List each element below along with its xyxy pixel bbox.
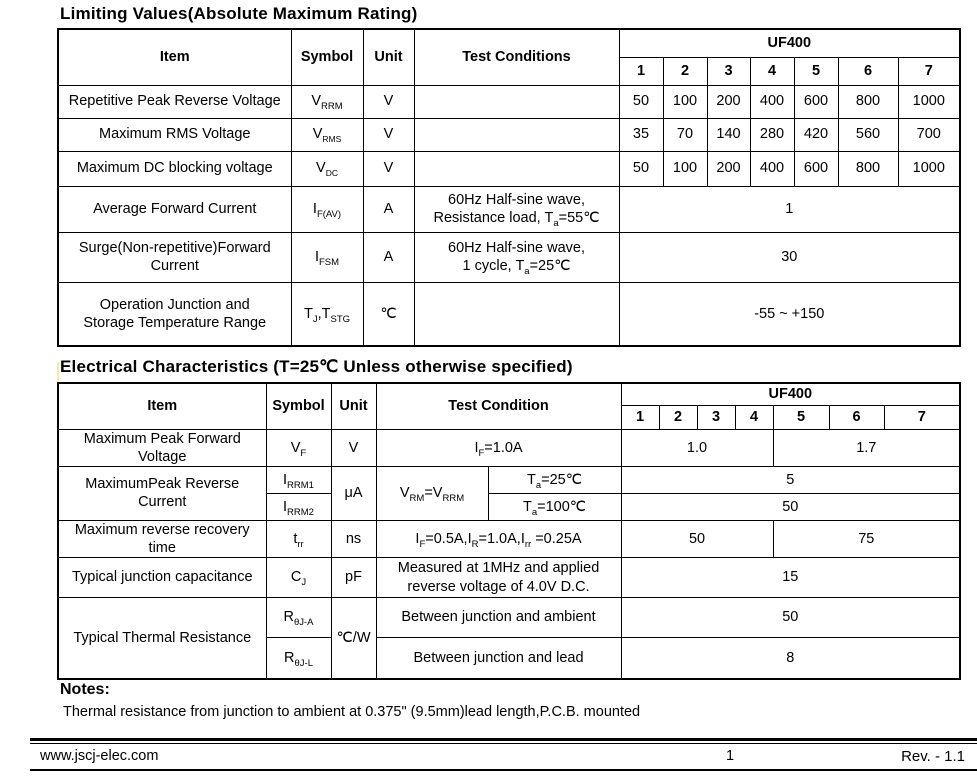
symbol-cell: $R_{\theta J-L}$ — [266, 638, 331, 679]
test-cell: $I_F=1.0A$ — [376, 429, 621, 466]
value-cell: 30 — [619, 232, 960, 282]
value-cell: 70 — [663, 118, 707, 151]
table-header-row — [58, 383, 960, 405]
table-row — [58, 520, 960, 557]
footer-page-number: 1 — [725, 748, 735, 764]
unit-cell: V — [363, 85, 414, 118]
item-cell: Operation Junction and Storage Temperature Range — [58, 282, 291, 346]
test-cell: $V_{RM}=V_{RRM}$ — [376, 466, 488, 520]
variant-col-4: 4 — [750, 57, 794, 85]
test-cell — [414, 118, 619, 151]
value-cell: 600 — [794, 85, 838, 118]
variant-col-4: 4 — [735, 405, 773, 429]
variant-col-5: 5 — [773, 405, 829, 429]
unit-cell: μA — [331, 466, 376, 520]
variant-col-3: 3 — [707, 57, 750, 85]
value-cell: 5 — [621, 466, 960, 493]
test-cell: $I_F=0.5A,I_R=1.0A,I_{rr} =0.25A$ — [376, 520, 621, 557]
item-cell: Maximum Peak Forward Voltage — [58, 429, 266, 466]
unit-cell: ns — [331, 520, 376, 557]
variant-col-2: 2 — [659, 405, 697, 429]
test-cell — [414, 282, 619, 346]
test-condition-cell: $T_a=100℃$ — [488, 493, 621, 520]
value-cell: -55 ~ +150 — [619, 282, 960, 346]
col-header-unit: Unit — [363, 29, 414, 85]
item-cell: Maximum RMS Voltage — [58, 118, 291, 151]
value-cell: 1.7 — [773, 429, 960, 466]
table-row — [58, 466, 960, 493]
section-title-limiting-values: Limiting Values(Absolute Maximum Rating) — [60, 4, 418, 23]
table-row — [58, 118, 960, 151]
value-cell: 200 — [707, 151, 750, 186]
value-cell: 1 — [619, 186, 960, 232]
variant-col-6: 6 — [838, 57, 898, 85]
value-cell: 800 — [838, 85, 898, 118]
symbol-cell: $V_{DC}$ — [291, 151, 363, 186]
footer-rule-thick — [30, 738, 977, 741]
symbol-cell: $I_{RRM2}$ — [266, 493, 331, 520]
item-cell: Average Forward Current — [58, 186, 291, 232]
notes-heading: Notes: — [60, 681, 110, 698]
table-row — [58, 186, 960, 232]
symbol-cell: $T_J,T_{STG}$ — [291, 282, 363, 346]
symbol-cell: $I_{F(AV)}$ — [291, 186, 363, 232]
test-cell: 60Hz Half-sine wave, Resistance load, $T_a=55℃$ — [414, 186, 619, 232]
unit-cell: A — [363, 186, 414, 232]
table-row — [58, 282, 960, 346]
page-bottom-rule — [30, 769, 977, 771]
item-cell: MaximumPeak Reverse Current — [58, 466, 266, 520]
item-cell: Typical Thermal Resistance — [58, 598, 266, 679]
symbol-cell: $I_{FSM}$ — [291, 232, 363, 282]
value-cell: 8 — [621, 638, 960, 679]
table-row — [58, 232, 960, 282]
variant-col-7: 7 — [884, 405, 960, 429]
notes-text: Thermal resistance from junction to ambient at 0.375" (9.5mm)lead length,P.C.B. mounted — [63, 704, 641, 720]
value-cell: 1000 — [898, 85, 960, 118]
variant-col-6: 6 — [829, 405, 884, 429]
section-title-electrical-characteristics: Electrical Characteristics (T=25℃ Unless otherwise specified) — [60, 357, 573, 376]
value-cell: 50 — [621, 598, 960, 638]
part-number-header: UF400 — [619, 29, 960, 57]
variant-col-5: 5 — [794, 57, 838, 85]
unit-cell: ℃/W — [331, 598, 376, 679]
unit-cell: V — [331, 429, 376, 466]
col-header-test-conditions: Test Conditions — [414, 29, 619, 85]
variant-col-7: 7 — [898, 57, 960, 85]
test-cell: Between junction and ambient — [376, 598, 621, 638]
symbol-cell: $V_{RRM}$ — [291, 85, 363, 118]
value-cell: 1000 — [898, 151, 960, 186]
value-cell: 1.0 — [621, 429, 773, 466]
col-header-unit: Unit — [331, 383, 376, 429]
value-cell: 800 — [838, 151, 898, 186]
item-cell: Repetitive Peak Reverse Voltage — [58, 85, 291, 118]
variant-col-1: 1 — [619, 57, 663, 85]
unit-cell: ℃ — [363, 282, 414, 346]
test-cell — [414, 85, 619, 118]
unit-cell: pF — [331, 558, 376, 598]
value-cell: 100 — [663, 85, 707, 118]
col-header-symbol: Symbol — [266, 383, 331, 429]
value-cell: 50 — [621, 520, 773, 557]
value-cell: 700 — [898, 118, 960, 151]
value-cell: 600 — [794, 151, 838, 186]
variant-col-3: 3 — [697, 405, 735, 429]
footer-rule-thin — [30, 743, 977, 744]
item-cell: Typical junction capacitance — [58, 558, 266, 598]
value-cell: 280 — [750, 118, 794, 151]
variant-col-2: 2 — [663, 57, 707, 85]
item-cell: Surge(Non-repetitive)Forward Current — [58, 232, 291, 282]
test-cell: Measured at 1MHz and applied reverse voltage of 4.0V D.C. — [376, 558, 621, 598]
table-row — [58, 429, 960, 466]
test-cell: 60Hz Half-sine wave, 1 cycle, $T_a=25℃$ — [414, 232, 619, 282]
value-cell: 50 — [621, 493, 960, 520]
table-row — [58, 151, 960, 186]
part-number-header: UF400 — [621, 383, 960, 405]
col-header-item: Item — [58, 29, 291, 85]
test-cell — [414, 151, 619, 186]
table-row — [58, 558, 960, 598]
value-cell: 75 — [773, 520, 960, 557]
limiting-values-table — [57, 28, 961, 347]
unit-cell: V — [363, 151, 414, 186]
table-row — [58, 85, 960, 118]
symbol-cell: $V_{RMS}$ — [291, 118, 363, 151]
value-cell: 15 — [621, 558, 960, 598]
value-cell: 200 — [707, 85, 750, 118]
unit-cell: A — [363, 232, 414, 282]
footer-revision: Rev. - 1.1 — [901, 748, 965, 765]
symbol-cell: $V_F$ — [266, 429, 331, 466]
value-cell: 400 — [750, 151, 794, 186]
item-cell: Maximum DC blocking voltage — [58, 151, 291, 186]
test-condition-cell: $T_a=25℃$ — [488, 466, 621, 493]
symbol-cell: $C_J$ — [266, 558, 331, 598]
value-cell: 400 — [750, 85, 794, 118]
value-cell: 420 — [794, 118, 838, 151]
footer-website: www.jscj-elec.com — [40, 748, 159, 764]
table-row — [58, 598, 960, 638]
col-header-item: Item — [58, 383, 266, 429]
value-cell: 50 — [619, 85, 663, 118]
symbol-cell: $R_{\theta J-A}$ — [266, 598, 331, 638]
symbol-cell: $I_{RRM1}$ — [266, 466, 331, 493]
value-cell: 140 — [707, 118, 750, 151]
col-header-symbol: Symbol — [291, 29, 363, 85]
symbol-cell: $t_{rr}$ — [266, 520, 331, 557]
variant-col-1: 1 — [621, 405, 659, 429]
value-cell: 50 — [619, 151, 663, 186]
value-cell: 35 — [619, 118, 663, 151]
value-cell: 560 — [838, 118, 898, 151]
value-cell: 100 — [663, 151, 707, 186]
col-header-test-condition: Test Condition — [376, 383, 621, 429]
test-cell: Between junction and lead — [376, 638, 621, 679]
electrical-characteristics-table — [57, 382, 961, 680]
unit-cell: V — [363, 118, 414, 151]
table-header-row — [58, 29, 960, 57]
item-cell: Maximum reverse recovery time — [58, 520, 266, 557]
